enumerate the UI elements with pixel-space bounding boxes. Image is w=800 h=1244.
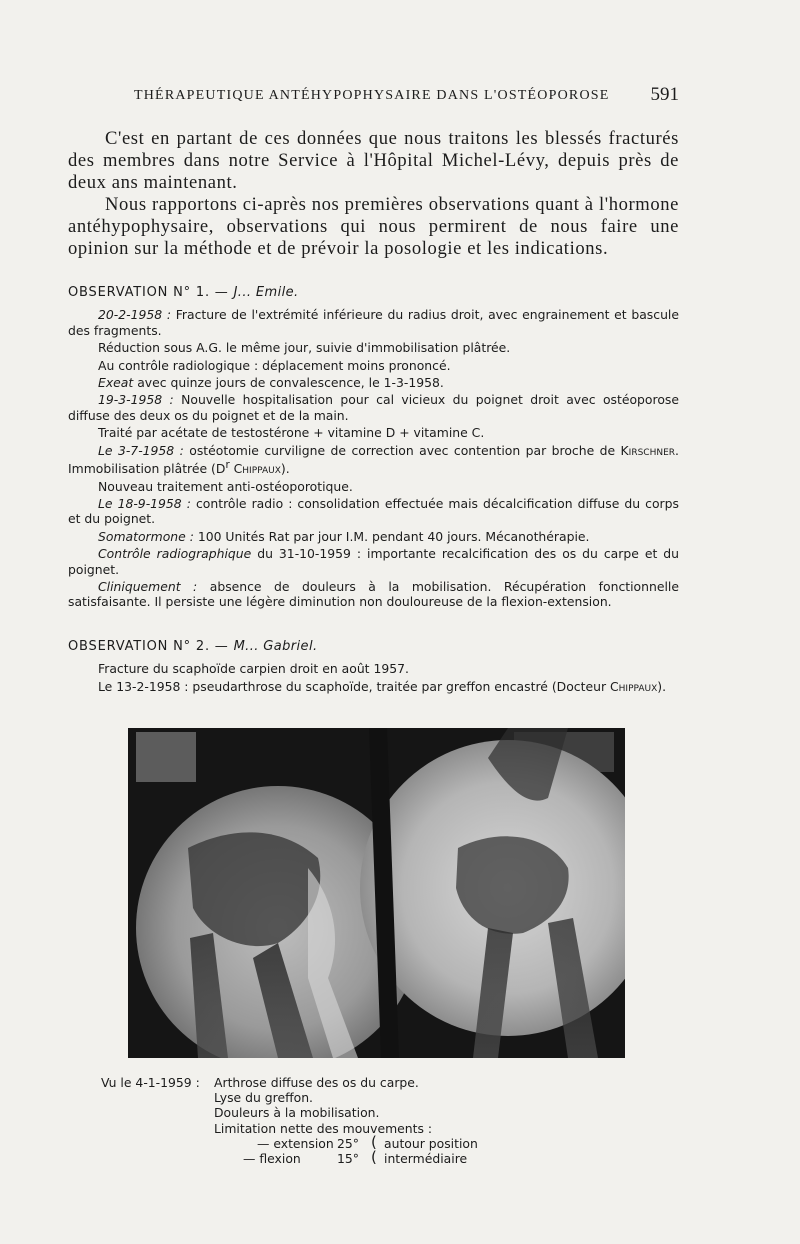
obs1-entry-8: Nouveau traitement anti-ostéoporotique. xyxy=(98,478,353,494)
obs1-entry-2: Réduction sous A.G. le même jour, suivie d'immobilisation plâtrée. xyxy=(98,340,511,356)
observation-2-label: OBSERVATION N° 2. — xyxy=(68,639,229,654)
obs2-entry-2: Le 13-2-1958 : pseudarthrose du scaphoïde, traitée par greffon encastré (Docteur Chippaux). xyxy=(98,678,667,694)
observation-2-patient: M... Gabriel. xyxy=(233,639,318,654)
obs1-entry-6: Traité par acétate de testostérone + vitamine D + vitamine C. xyxy=(98,425,485,441)
intro-paragraph-1: C'est en partant de ces données que nous traitons les blessés fracturés des membres dans notre Service à l'Hôpital Michel-Lévy, depuis près de deux ans maintenant. xyxy=(68,128,679,193)
obs1-entry-3: Au contrôle radiologique : déplacement moins prononcé. xyxy=(98,357,451,373)
observation-1-title xyxy=(68,285,679,300)
intro-paragraph-2: Nous rapportons ci-après nos premières observations quant à l'hormone antéhypophysaire, observations qui nous permirent de nous faire une opinion sur la méthode et de prévoir la posologie et les indications. xyxy=(68,194,679,259)
caption-row-3: Douleurs à la mobilisation. xyxy=(214,1105,380,1121)
observation-2 xyxy=(68,639,679,696)
obs2-entry-1: Fracture du scaphoïde carpien droit en août 1957. xyxy=(98,661,409,677)
caption-row-5: — extension 25° ( autour position xyxy=(257,1132,478,1151)
observation-1 xyxy=(68,285,679,612)
obs1-entry-9: Le 18-9-1958 : contrôle radio : consolidation effectuée mais décalcification diffuse du corps et du poignet. xyxy=(68,496,679,527)
xray-figure xyxy=(128,728,625,1058)
obs1-entry-7: Le 3-7-1958 : ostéotomie curviligne de correction avec contention par broche de Kirschner. Immobilisation plâtrée ($D^r$ Chippaux). xyxy=(68,442,679,477)
obs1-entry-4: Exeat avec quinze jours de convalescence, le 1-3-1958. xyxy=(98,375,444,391)
obs1-entry-1: 20-2-1958 : Fracture de l'extrémité inférieure du radius droit, avec engrainement et bascule des fragments. xyxy=(68,307,679,338)
caption-row-2: Lyse du greffon. xyxy=(214,1090,313,1106)
intro-text xyxy=(68,128,679,260)
figure-caption xyxy=(101,1075,621,1166)
caption-lead: Vu le 4-1-1959 : xyxy=(101,1075,200,1090)
obs1-entry-5: 19-3-1958 : Nouvelle hospitalisation pour cal vicieux du poignet droit avec ostéoporose diffuse des deux os du poignet et de la main. xyxy=(68,392,679,423)
xray-image xyxy=(128,728,625,1058)
page-number: 591 xyxy=(650,84,679,105)
caption-row-6: — flexion 15° ( intermédiaire xyxy=(243,1147,468,1166)
running-title: THÉRAPEUTIQUE ANTÉHYPOPHYSAIRE DANS L'OSTÉOPOROSE xyxy=(134,88,610,103)
obs1-entry-12: Cliniquement : absence de douleurs à la mobilisation. Récupération fonctionnelle satisfaisante. Il persiste une légère diminution non douloureuse de la flexion-extension. xyxy=(68,579,679,610)
obs1-entry-11: Contrôle radiographique du 31-10-1959 : importante recalcification des os du carpe et du poignet. xyxy=(68,546,679,577)
caption-row-1: Vu le 4-1-1959 : Arthrose diffuse des os du carpe. xyxy=(101,1075,419,1090)
caption-row-4: Limitation nette des mouvements : xyxy=(214,1120,433,1136)
observation-2-title xyxy=(68,639,679,654)
observation-1-patient: J... Emile. xyxy=(233,285,299,300)
obs1-entry-10: Somatormone : 100 Unités Rat par jour I.M. pendant 40 jours. Mécanothérapie. xyxy=(98,528,590,544)
running-header xyxy=(134,84,679,105)
observation-1-label: OBSERVATION N° 1. — xyxy=(68,285,229,300)
